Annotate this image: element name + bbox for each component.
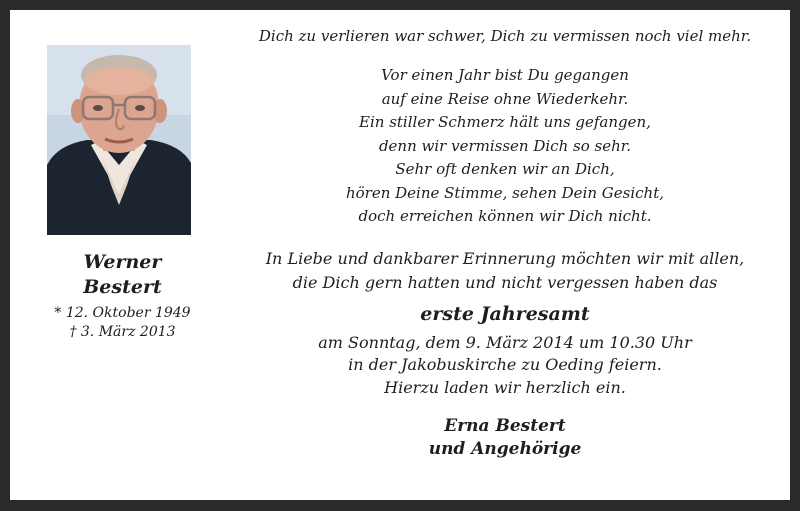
event-detail-line: in der Jakobuskirche zu Oeding feiern.	[348, 355, 662, 374]
life-dates	[30, 304, 215, 342]
poem-line: Ein stiller Schmerz hält uns gefangen,	[359, 113, 651, 131]
death-date: † 3. März 2013	[69, 324, 176, 340]
signature-line: und Angehörige	[428, 439, 582, 459]
obituary-card	[10, 10, 790, 500]
last-name: Bestert	[83, 276, 162, 298]
signature-line: Erna Bestert	[444, 416, 566, 436]
invitation-text	[240, 247, 770, 295]
poem-line: Sehr oft denken wir an Dich,	[395, 160, 615, 178]
deceased-name	[30, 250, 215, 300]
memorial-text	[240, 24, 770, 461]
poem-line: hören Deine Stimme, sehen Dein Gesicht,	[345, 183, 665, 202]
deceased-info	[30, 250, 215, 342]
first-name: Werner	[83, 251, 162, 273]
poem-line: doch erreichen können wir Dich nicht.	[358, 207, 652, 225]
poem-line: denn wir vermissen Dich so sehr.	[378, 136, 632, 155]
event-detail-line: am Sonntag, dem 9. März 2014 um 10.30 Uhr	[318, 332, 692, 352]
event-details	[240, 332, 770, 400]
invitation-line: die Dich gern hatten und nicht vergessen haben das	[292, 272, 718, 292]
portrait-photo	[47, 45, 191, 235]
poem-line: Vor einen Jahr bist Du gegangen	[381, 66, 629, 84]
event-title: erste Jahresamt	[420, 302, 590, 325]
event-detail-line: Hierzu laden wir herzlich ein.	[384, 377, 626, 397]
signature	[240, 415, 770, 461]
poem	[240, 64, 770, 229]
invitation-line: In Liebe und dankbarer Erinnerung möchten wir mit allen,	[265, 248, 745, 268]
motto: Dich zu verlieren war schwer, Dich zu vermissen noch viel mehr.	[258, 27, 752, 45]
birth-date: * 12. Oktober 1949	[54, 305, 191, 321]
poem-line: auf eine Reise ohne Wiederkehr.	[381, 89, 629, 108]
